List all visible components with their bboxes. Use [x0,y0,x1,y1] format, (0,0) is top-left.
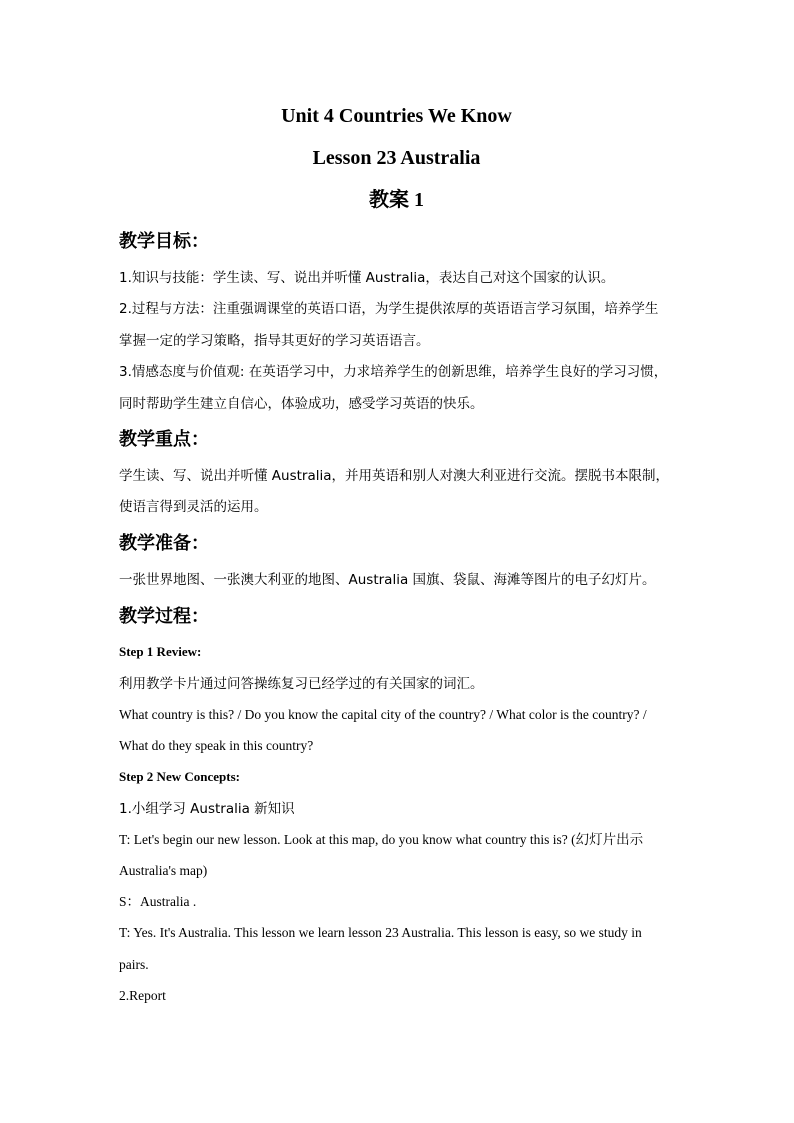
step-2-line-2: T: Let's begin our new lesson. Look at this map, do you know what country this is? (幻灯片出示 [119,832,644,847]
plan-title: 教案 1 [369,189,424,211]
step-2-line-7: 2.Report [119,988,166,1003]
key-points-line-2: 使语言得到灵活的运用。 [119,499,268,515]
lesson-title: Lesson 23 Australia [312,147,481,169]
objective-item-3-line-1: 3.情感态度与价值观: 在英语学习中，力求培养学生的创新思维，培养学生良好的学习习惯， [119,364,668,380]
objective-item-2-line-1: 2.过程与方法：注重强调课堂的英语口语，为学生提供浓厚的英语语言学习氛围，培养学生 [119,301,659,317]
step-2-line-3: Australia's map) [119,863,208,878]
objective-item-2-line-2: 掌握一定的学习策略，指导其更好的学习英语语言。 [119,333,430,349]
objective-item-1: 1.知识与技能：学生读、写、说出并听懂 Australia，表达自己对这个国家的认识。 [119,270,615,286]
step-1-line-2: What country is this? / Do you know the capital city of the country? / What color is the country? / [119,707,647,722]
step-1-line-1: 利用教学卡片通过问答操练复习已经学过的有关国家的词汇。 [119,676,484,692]
preparation-heading: 教学准备： [119,533,209,554]
unit-title: Unit 4 Countries We Know [281,105,512,127]
key-points-heading: 教学重点： [119,429,209,450]
process-heading: 教学过程： [119,606,209,627]
key-points-line-1: 学生读、写、说出并听懂 Australia，并用英语和别人对澳大利亚进行交流。摆脱书本限制， [119,468,670,484]
objective-item-3-line-2: 同时帮助学生建立自信心，体验成功，感受学习英语的快乐。 [119,396,484,412]
step-1-title: Step 1 Review: [119,644,202,659]
step-2-line-1: 1.小组学习 Australia 新知识 [119,801,295,817]
step-2-line-5: T: Yes. It's Australia. This lesson we learn lesson 23 Australia. This lesson is easy, so we study in [119,925,642,940]
objectives-heading: 教学目标： [119,231,209,252]
step-2-line-6: pairs. [119,957,149,972]
step-2-line-4: S：Australia . [119,894,197,909]
step-1-line-3: What do they speak in this country? [119,738,314,753]
preparation-line-1: 一张世界地图、一张澳大利亚的地图、Australia 国旗、袋鼠、海滩等图片的电子幻灯片。 [119,572,656,588]
step-2-title: Step 2 New Concepts: [119,769,240,784]
